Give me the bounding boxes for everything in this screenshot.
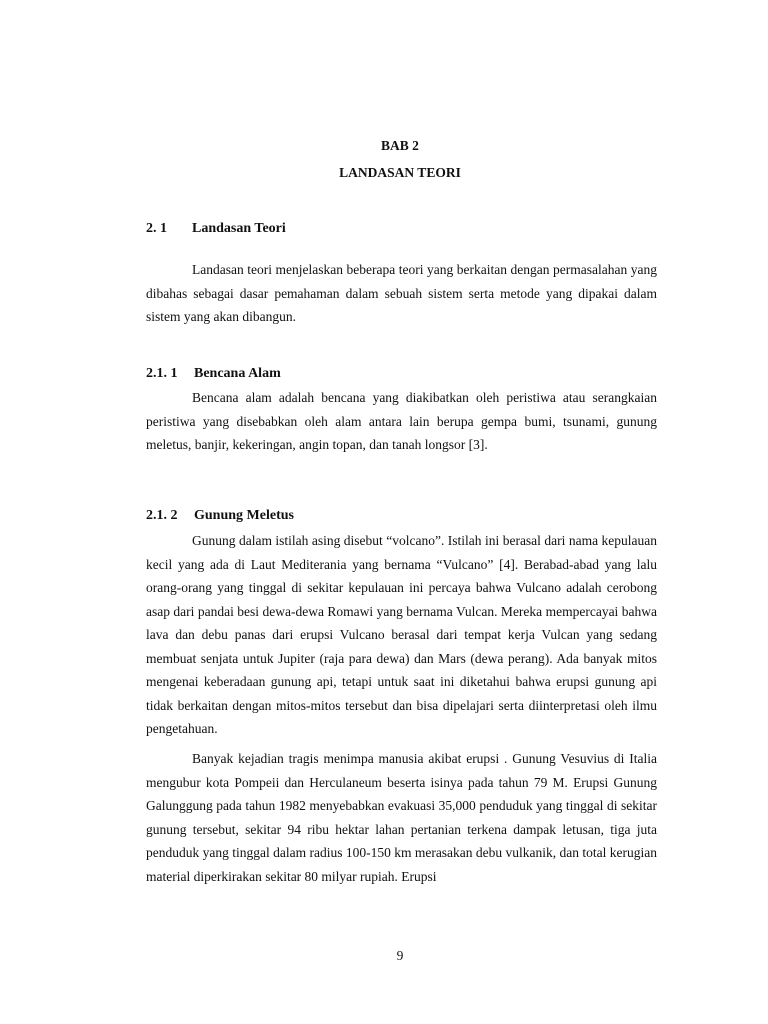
- section-title: Bencana Alam: [194, 366, 281, 381]
- section-number: 2. 1: [146, 221, 167, 236]
- paragraph: Landasan teori menjelaskan beberapa teori yang berkaitan dengan permasalahan yang dibahas sebagai dasar pemahaman dalam sebuah sistem serta metode yang dipakai dalam sistem yang akan dibangun.: [146, 262, 657, 324]
- section-heading-2-1-1: [146, 366, 281, 382]
- section-heading-2-1-2: [146, 508, 294, 524]
- section-number: 2.1. 1: [146, 366, 178, 381]
- section-title: Landasan Teori: [192, 221, 286, 236]
- section-title: Gunung Meletus: [194, 508, 294, 523]
- chapter-title: LANDASAN TEORI: [339, 165, 461, 180]
- section-heading-2-1: [146, 221, 286, 237]
- section-number: 2.1. 2: [146, 508, 178, 523]
- chapter-number: BAB 2: [381, 138, 419, 153]
- page-number: 9: [396, 948, 404, 963]
- paragraph: Gunung dalam istilah asing disebut “volcano”. Istilah ini berasal dari nama kepulauan kecil yang ada di Laut Mediterania yang bernama “Vulcano” [4]. Berabad-abad yang lalu orang-orang yang tinggal di sekitar kepulauan ini percaya bahwa Vulcano adalah cerobong asap dari pandai besi dewa-dewa Romawi yang bernama Vulcan. Mereka mempercayai bahwa lava dan debu panas dari erupsi Vulcano berasal dari tempat kerja Vulcan yang sedang membuat senjata untuk Jupiter (raja para dewa) dan Mars (dewa perang). Ada banyak mitos mengenai keberadaan gunung api, tetapi untuk saat ini diketahui bahwa erupsi gunung api tidak berkaitan dengan mitos-mitos tersebut dan bisa dipelajari serta diinterpretasi oleh ilmu pengetahuan.: [146, 533, 657, 736]
- paragraph: Banyak kejadian tragis menimpa manusia akibat erupsi . Gunung Vesuvius di Italia mengubur kota Pompeii dan Herculaneum beserta isinya pada tahun 79 M. Erupsi Gunung Galunggung pada tahun 1982 menyebabkan evakuasi 35,000 penduduk yang tinggal di sekitar gunung tersebut, sekitar 94 ribu hektar lahan pertanian terkena dampak letusan, tiga juta penduduk yang tinggal dalam radius 100-150 km merasakan debu vulkanik, dan total kerugian material diperkirakan sekitar 80 milyar rupiah. Erupsi: [146, 751, 657, 884]
- paragraph: Bencana alam adalah bencana yang diakibatkan oleh peristiwa atau serangkaian peristiwa yang disebabkan oleh alam antara lain berupa gempa bumi, tsunami, gunung meletus, banjir, kekeringan, angin topan, dan tanah longsor [3].: [146, 390, 657, 452]
